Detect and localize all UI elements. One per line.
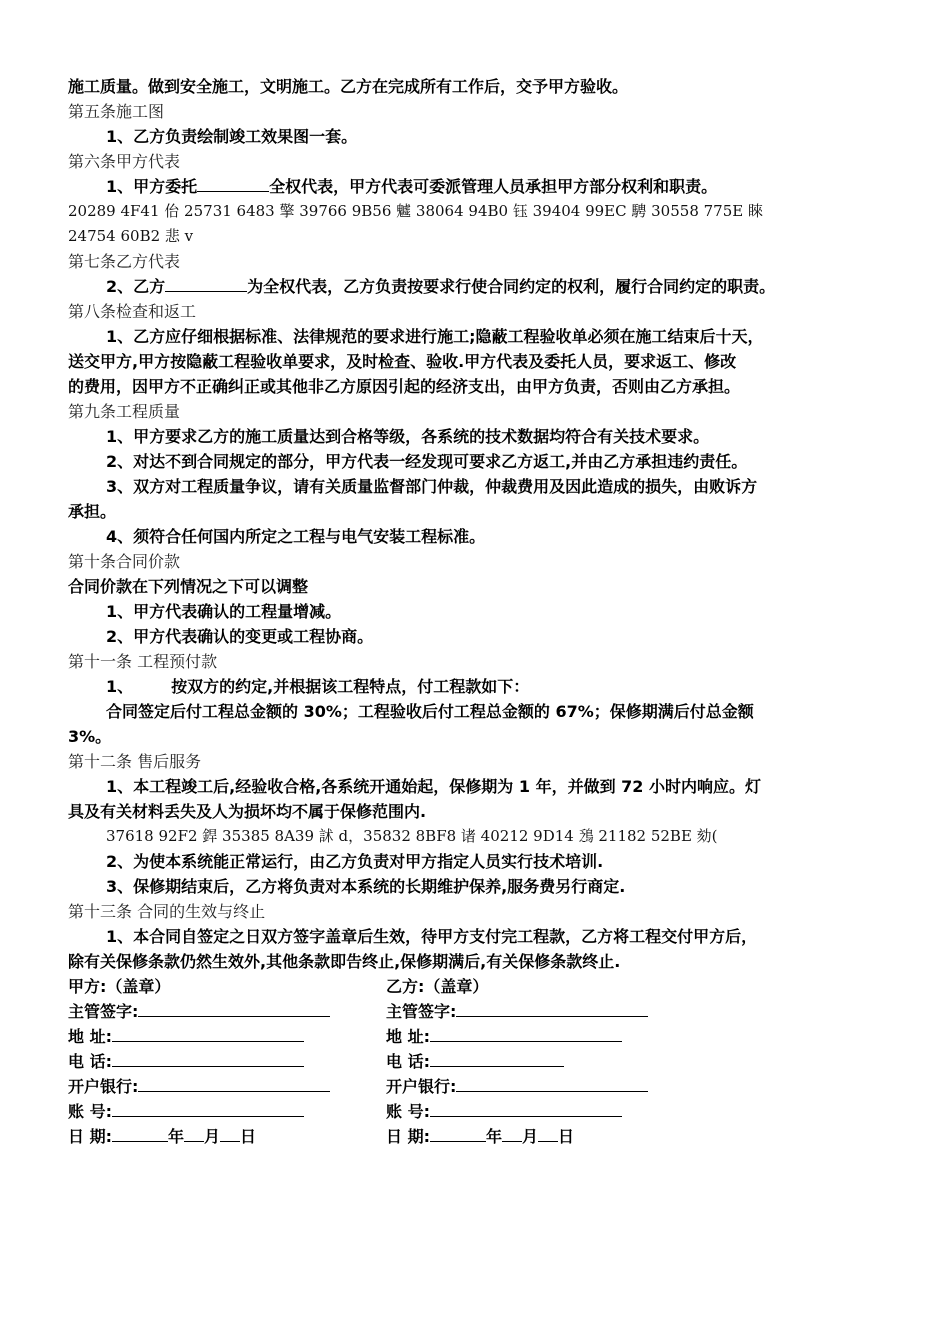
signature-row-date <box>68 1124 888 1149</box>
paragraph-line: 2、为使本系统能正常运行，由乙方负责对甲方指定人员实行技术培训. <box>106 852 604 871</box>
clause-text: 1、甲方委托 <box>106 177 198 196</box>
paragraph-line: 1、本工程竣工后,经验收合格,各系统开通始起，保修期为 1 年，并做到 72 小时内响应。灯 <box>106 777 761 796</box>
blank-field <box>197 174 269 192</box>
party-a-label: 甲方:（盖章） <box>68 977 171 996</box>
month-label: 月 <box>204 1127 221 1146</box>
paragraph-line: 2、甲方代表确认的变更或工程协商。 <box>106 627 374 646</box>
paragraph-line: 1、乙方应仔细根据标准、法律规范的要求进行施工;隐蔽工程验收单必须在施工结束后十天， <box>106 327 764 346</box>
garbled-code-line: 20289 4F41 佁 25731 6483 擎 39766 9B56 魖 38064 94B0 钰 39404 99EC 騁 30558 775E 睞 <box>68 202 763 220</box>
party-b-label: 乙方:（盖章） <box>386 977 489 996</box>
bank-label: 开户银行: <box>68 1077 139 1096</box>
paragraph-line <box>68 174 888 199</box>
section-heading-9: 第九条工程质量 <box>68 402 181 421</box>
party-b-bank-field[interactable] <box>456 1074 648 1092</box>
clause-text: 按双方的约定,并根据该工程特点，付工程款如下： <box>171 677 530 696</box>
signature-row-supervisor <box>68 999 888 1024</box>
paragraph-line: 施工质量。做到安全施工，文明施工。乙方在完成所有工作后，交予甲方验收。 <box>68 77 629 96</box>
supervisor-label: 主管签字: <box>386 1002 457 1021</box>
party-b-supervisor-field[interactable] <box>456 999 648 1017</box>
party-b-phone-field[interactable] <box>430 1049 564 1067</box>
signature-block <box>68 974 888 1149</box>
paragraph-line: 合同价款在下列情况之下可以调整 <box>68 577 309 596</box>
year-label: 年 <box>167 1127 184 1146</box>
paragraph-line: 合同签定后付工程总金额的 30%；工程验收后付工程总金额的 67%；保修期满后付总金额 <box>106 702 754 721</box>
phone-label: 电 话: <box>386 1052 430 1071</box>
party-a-account-field[interactable] <box>112 1099 304 1117</box>
party-a-month-field[interactable] <box>184 1124 204 1142</box>
party-a-year-field[interactable] <box>112 1124 168 1142</box>
bank-label: 开户银行: <box>386 1077 457 1096</box>
party-b-year-field[interactable] <box>430 1124 486 1142</box>
date-label: 日 期: <box>68 1127 112 1146</box>
clause-text: 全权代表，甲方代表可委派管理人员承担甲方部分权利和职责。 <box>269 177 718 196</box>
party-a-bank-field[interactable] <box>138 1074 330 1092</box>
date-label: 日 期: <box>386 1127 430 1146</box>
party-b-day-field[interactable] <box>538 1124 558 1142</box>
section-heading-7: 第七条乙方代表 <box>68 252 181 271</box>
paragraph-line: 1、乙方负责绘制竣工效果图一套。 <box>106 127 358 146</box>
paragraph-line: 2、对达不到合同规定的部分，甲方代表一经发现可要求乙方返工,并由乙方承担违约责任。 <box>106 452 748 471</box>
signature-row-address <box>68 1024 888 1049</box>
section-heading-10: 第十条合同价款 <box>68 552 181 571</box>
clause-text: 为全权代表，乙方负责按要求行使合同约定的权利，履行合同约定的职责。 <box>247 277 776 296</box>
section-heading-11: 第十一条 工程预付款 <box>68 652 218 671</box>
contract-page <box>68 74 888 1149</box>
party-a-supervisor-field[interactable] <box>138 999 330 1017</box>
address-label: 地 址: <box>68 1027 112 1046</box>
signature-row-account <box>68 1099 888 1124</box>
garbled-code-line: 37618 92F2 銲 35385 8A39 訹 d，35832 8BF8 诸 40212 9D14 鴔 21182 52BE 劾( <box>106 827 718 845</box>
blank-field <box>165 274 247 292</box>
signature-row-phone <box>68 1049 888 1074</box>
party-a-phone-field[interactable] <box>112 1049 304 1067</box>
paragraph-line: 1、本合同自签定之日双方签字盖章后生效，待甲方支付完工程款，乙方将工程交付甲方后， <box>106 927 758 946</box>
account-label: 账 号: <box>68 1102 112 1121</box>
paragraph-line: 的费用，因甲方不正确纠正或其他非乙方原因引起的经济支出，由甲方负责，否则由乙方承担。 <box>68 377 741 396</box>
paragraph-line: 送交甲方,甲方按隐蔽工程验收单要求，及时检查、验收.甲方代表及委托人员，要求返工、修改 <box>68 352 737 371</box>
day-label: 日 <box>558 1127 575 1146</box>
paragraph-line <box>68 274 888 299</box>
paragraph-line: 除有关保修条款仍然生效外,其他条款即告终止,保修期满后,有关保修条款终止. <box>68 952 621 971</box>
supervisor-label: 主管签字: <box>68 1002 139 1021</box>
signature-row-party <box>68 974 888 999</box>
phone-label: 电 话: <box>68 1052 112 1071</box>
party-a-address-field[interactable] <box>112 1024 304 1042</box>
address-label: 地 址: <box>386 1027 430 1046</box>
paragraph-line: 4、须符合任何国内所定之工程与电气安装工程标准。 <box>106 527 486 546</box>
paragraph-line: 3、双方对工程质量争议，请有关质量监督部门仲裁，仲裁费用及因此造成的损失，由败诉方 <box>106 477 758 496</box>
party-b-address-field[interactable] <box>430 1024 622 1042</box>
month-label: 月 <box>522 1127 539 1146</box>
paragraph-line <box>68 674 888 699</box>
section-heading-13: 第十三条 合同的生效与终止 <box>68 902 266 921</box>
section-heading-8: 第八条检查和返工 <box>68 302 197 321</box>
paragraph-line: 3、保修期结束后，乙方将负责对本系统的长期维护保养,服务费另行商定. <box>106 877 626 896</box>
party-b-account-field[interactable] <box>430 1099 622 1117</box>
clause-number: 1、 <box>106 677 134 696</box>
day-label: 日 <box>240 1127 257 1146</box>
year-label: 年 <box>485 1127 502 1146</box>
paragraph-line: 承担。 <box>68 502 117 521</box>
signature-row-bank <box>68 1074 888 1099</box>
paragraph-line: 1、甲方要求乙方的施工质量达到合格等级，各系统的技术数据均符合有关技术要求。 <box>106 427 710 446</box>
clause-text: 2、乙方 <box>106 277 166 296</box>
paragraph-line: 1、甲方代表确认的工程量增减。 <box>106 602 342 621</box>
section-heading-5: 第五条施工图 <box>68 102 165 121</box>
paragraph-line: 具及有关材料丢失及人为损坏均不属于保修范围内. <box>68 802 427 821</box>
paragraph-line: 3%。 <box>68 727 112 746</box>
section-heading-12: 第十二条 售后服务 <box>68 752 202 771</box>
party-a-day-field[interactable] <box>220 1124 240 1142</box>
party-b-month-field[interactable] <box>502 1124 522 1142</box>
section-heading-6: 第六条甲方代表 <box>68 152 181 171</box>
account-label: 账 号: <box>386 1102 430 1121</box>
garbled-code-line: 24754 60B2 悲 v <box>68 227 194 245</box>
